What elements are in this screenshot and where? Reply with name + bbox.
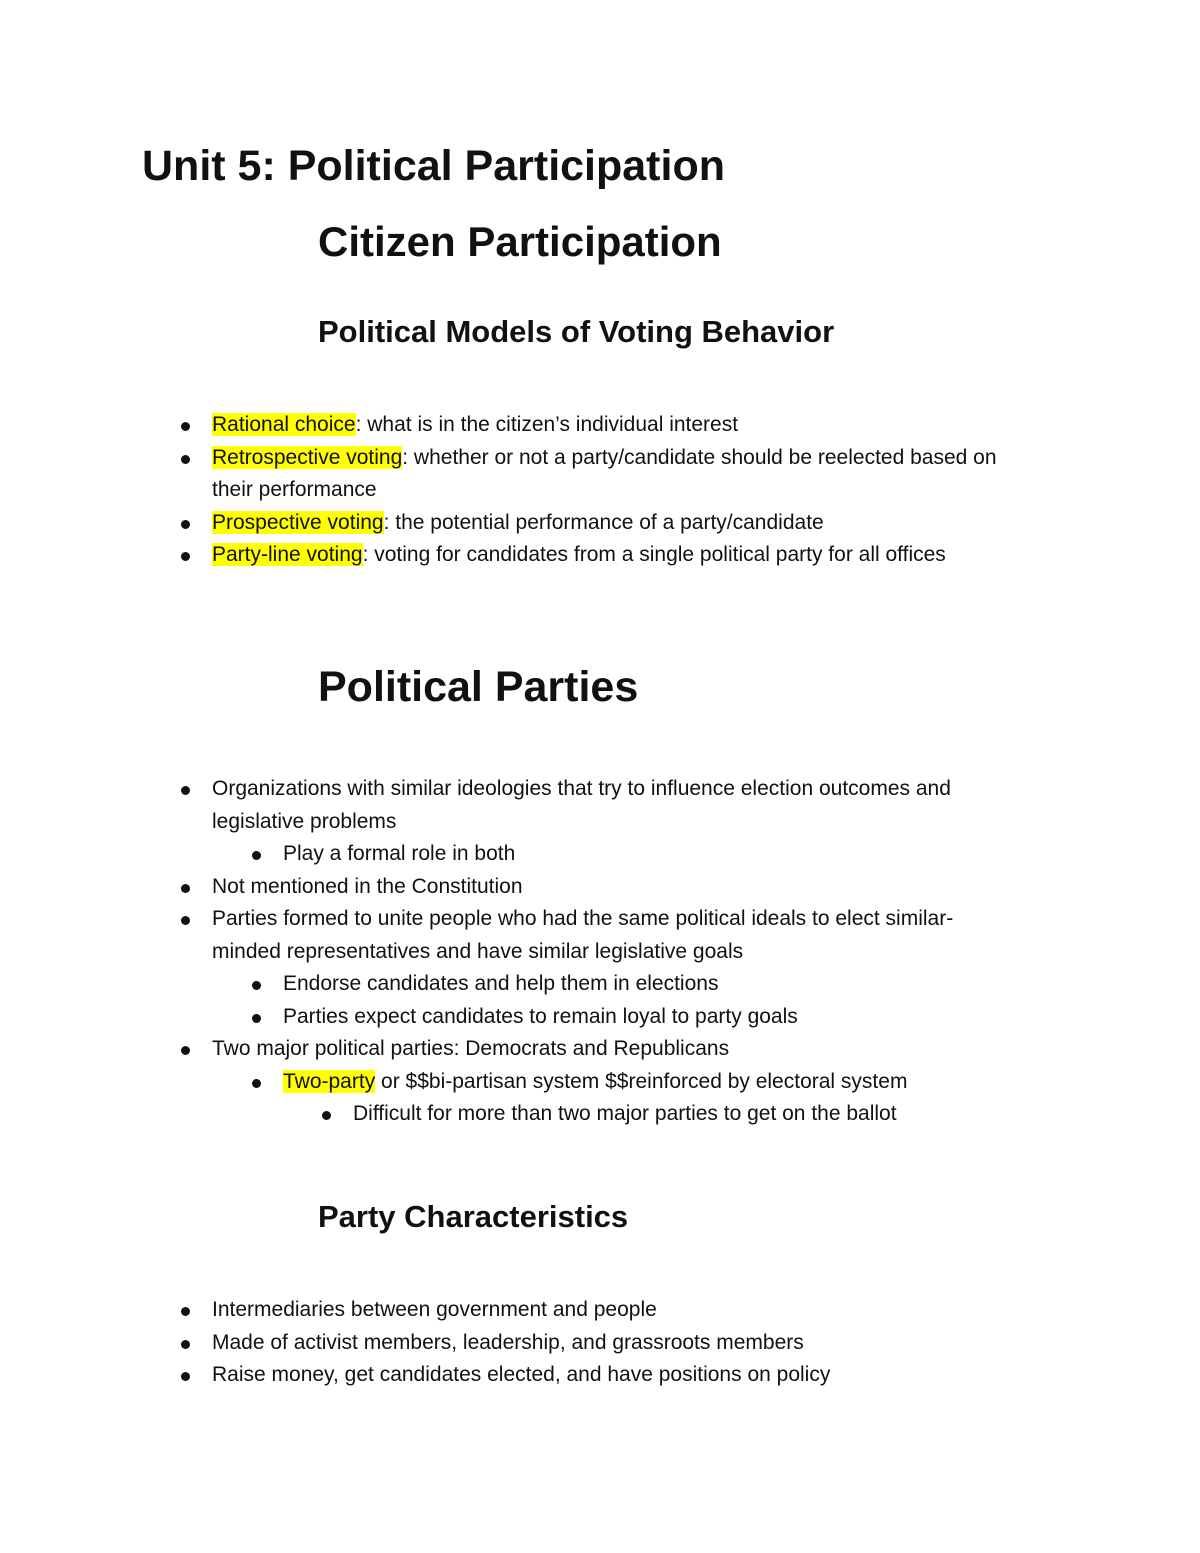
list-item: [283, 1066, 1043, 1099]
bullet-icon: [252, 851, 261, 860]
list-item: [212, 773, 1022, 838]
item-text: Organizations with similar ideologies that try to influence election outcomes and legislative problems: [212, 777, 951, 833]
highlighted-term: Rational choice: [212, 413, 356, 436]
item-text: Intermediaries between government and people: [212, 1298, 657, 1321]
list-item: [283, 838, 1043, 871]
bullet-icon: [181, 1046, 190, 1055]
list-item: [212, 409, 1022, 442]
bullet-icon: [252, 1079, 261, 1088]
item-text: Play a formal role in both: [283, 842, 516, 865]
bullet-icon: [181, 1340, 190, 1349]
section-heading-party-characteristics: Party Characteristics: [318, 1199, 629, 1234]
list-item: [283, 968, 1043, 1001]
item-text: Endorse candidates and help them in elections: [283, 972, 719, 995]
list-item: [212, 1327, 1022, 1360]
list-item: [212, 903, 1022, 968]
list-item: [212, 1294, 1022, 1327]
highlighted-term: Retrospective voting: [212, 445, 403, 469]
section-heading-political-parties: Political Parties: [318, 663, 639, 711]
list-item: [353, 1098, 1053, 1131]
bullet-icon: [181, 1307, 190, 1316]
item-text: : the potential performance of a party/candidate: [383, 510, 824, 534]
item-text: Difficult for more than two major parties to get on the ballot: [353, 1102, 897, 1125]
list-item: [212, 507, 1022, 540]
item-text: or $$bi-partisan system $$reinforced by electoral system: [375, 1069, 908, 1093]
bullet-icon: [322, 1111, 331, 1120]
item-text: Two major political parties: Democrats and Republicans: [212, 1037, 730, 1060]
bullet-icon: [181, 884, 190, 893]
highlighted-term: Party-line voting: [212, 543, 363, 566]
page-title: Unit 5: Political Participation: [142, 142, 725, 190]
item-text: Parties expect candidates to remain loyal to party goals: [283, 1004, 798, 1028]
bullet-icon: [181, 1372, 190, 1381]
item-text: : whether or not a party/candidate should be reelected based on their performance: [212, 445, 997, 501]
bullet-icon: [181, 455, 190, 464]
list-item: [212, 539, 1022, 572]
item-text: Not mentioned in the Constitution: [212, 874, 523, 898]
list-item: [283, 1001, 1043, 1034]
bullet-icon: [252, 981, 261, 990]
highlighted-term: Prospective voting: [212, 510, 384, 534]
political-parties-list: [0, 773, 1200, 1131]
bullet-icon: [181, 916, 190, 925]
item-text: : voting for candidates from a single political party for all offices: [362, 543, 946, 566]
bullet-icon: [181, 520, 190, 529]
list-item: [212, 871, 1022, 904]
item-text: Raise money, get candidates elected, and have positions on policy: [212, 1363, 831, 1386]
party-characteristics-list: [0, 1294, 1200, 1392]
bullet-icon: [252, 1014, 261, 1023]
bullet-icon: [181, 786, 190, 795]
item-text: Made of activist members, leadership, and grassroots members: [212, 1330, 804, 1354]
item-text: : what is in the citizen’s individual interest: [355, 413, 739, 436]
list-item: [212, 1359, 1022, 1392]
page-subtitle: Citizen Participation: [318, 218, 722, 265]
highlighted-term: Two-party: [283, 1069, 376, 1093]
list-item: [212, 442, 1022, 507]
section-heading-voting-models: Political Models of Voting Behavior: [318, 314, 835, 349]
bullet-icon: [181, 422, 190, 431]
voting-models-list: [0, 409, 1200, 572]
item-text: Parties formed to unite people who had the same political ideals to elect similar-minded representatives and have similar legislative goals: [212, 907, 954, 963]
bullet-icon: [181, 552, 190, 561]
list-item: [212, 1033, 1022, 1066]
